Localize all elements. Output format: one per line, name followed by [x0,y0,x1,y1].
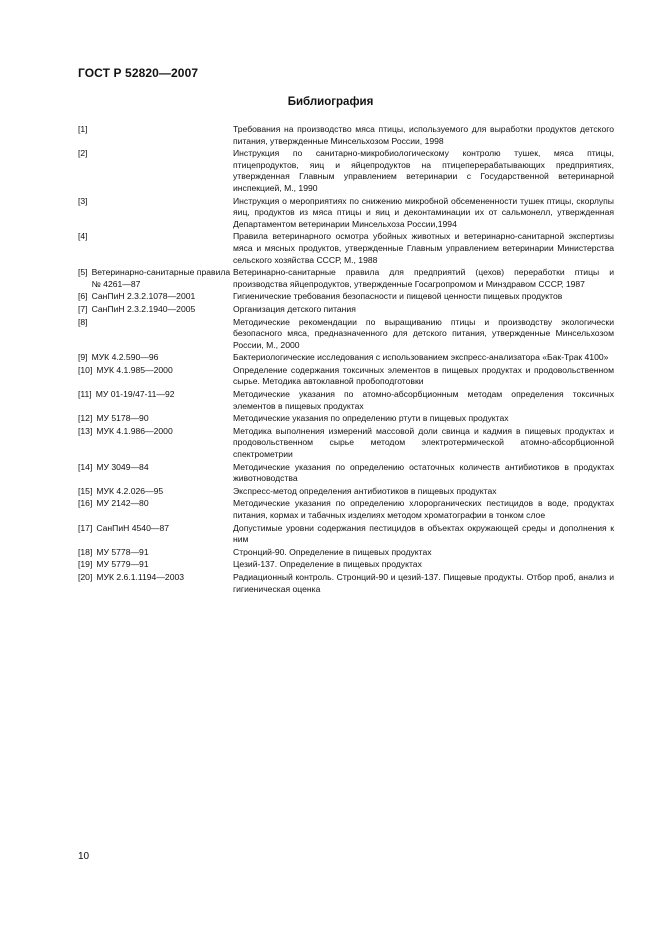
entry-number: [6] [78,291,88,302]
bibliography-entry [78,413,614,425]
bibliography-entry [78,317,614,352]
entry-code: МУ 5779—91 [96,559,149,570]
bibliography-entry [78,365,614,388]
entry-number: [11] [78,389,92,400]
bibliography-entry [78,148,614,194]
entry-number: [1] [78,124,88,134]
entry-code [88,124,92,136]
entry-number: [18] [78,546,93,557]
entry-title: Стронций-90. Определение в пищевых продуктах [233,546,432,557]
entry-title: Экспресс-метод определения антибиотиков в пищевых продуктах [233,485,497,496]
entry-code: МУК 4.1.986—2000 [96,425,173,436]
entry-number: [20] [78,571,93,582]
entry-reference [78,462,233,474]
entry-reference [78,267,233,290]
entry-reference [78,124,233,136]
bibliography-list [78,124,614,596]
entry-code: СанПиН 2.3.2.1078—2001 [91,291,196,302]
entry-number: [19] [78,559,93,570]
entry-code [88,317,92,329]
entry-reference [78,291,233,303]
bibliography-entry [78,486,614,498]
entry-reference [78,196,233,208]
entry-number: [16] [78,498,93,509]
page-number: 10 [78,851,90,862]
entry-code: СанПиН 4540—87 [96,522,170,533]
entry-title: Методические рекомендации по выращиванию птицы и производству экологически безопасного мяса, предназначенного для детского питания, утвержденные Минсельхозом России, М., 2000 [233,316,614,350]
entry-number: [10] [78,364,93,375]
entry-reference [78,559,233,571]
entry-code: МУ 01-19/47-11—92 [95,389,175,400]
bibliography-entry [78,231,614,266]
entry-number: [2] [78,148,88,159]
entry-code: МУК 4.2.026—95 [96,485,164,496]
bibliography-entry [78,572,614,595]
entry-reference [78,486,233,498]
entry-reference [78,389,233,401]
entry-number: [13] [78,425,93,436]
entry-code: МУ 2142—80 [96,498,149,509]
entry-reference [78,148,233,160]
entry-code: МУК 2.6.1.1194—2003 [96,571,185,582]
entry-title: Бактериологические исследования с использованием экспресс-анализатора «Бак-Трак 4100» [233,352,609,363]
entry-code: МУ 5178—90 [96,413,149,424]
entry-reference [78,365,233,377]
entry-code: Ветеринарно-санитарные правила № 4261—87 [91,267,231,289]
entry-reference [78,352,233,364]
entry-code [88,148,92,160]
entry-number: [8] [78,316,88,327]
entry-code: МУ 5778—91 [96,546,149,557]
entry-number: [4] [78,231,88,242]
entry-reference [78,498,233,510]
section-title: Библиография [287,96,374,108]
entry-title: Радиационный контроль. Стронций-90 и цезий-137. Пищевые продукты. Отбор проб, анализ и гигиеническая оценка [233,571,614,594]
entry-code [88,231,92,243]
entry-title: Инструкция о мероприятиях по снижению микробной обсемененности тушек птицы, скорлупы яиц, продуктов из мяса птицы и яиц и деконтаминации их от сальмонелл, утвержденная Департаментом ветеринарии Минсельхоза России,1994 [233,195,614,229]
entry-reference [78,547,233,559]
entry-title: Ветеринарно-санитарные правила для предприятий (цехов) переработки птицы и производства яйцепродуктов, утвержденные Госагропромом и Минздравом СССР, 1987 [233,267,614,289]
entry-title: Допустимые уровни содержания пестицидов в объектах окружающей среды и дополнения к ним [233,522,614,545]
bibliography-entry [78,498,614,521]
entry-reference [78,231,233,243]
entry-number: [7] [78,303,88,314]
entry-title: Правила ветеринарного осмотра убойных животных и ветеринарно-санитарной экспертизы мяса и мясных продуктов, утвержденные Главным управлением ветеринарии Министерства сельского хозяйства СССР, М., 1988 [233,231,614,265]
bibliography-entry [78,523,614,546]
bibliography-entry [78,291,614,303]
bibliography-entry [78,389,614,412]
entry-title: Требования на производство мяса птицы, используемого для выработки продуктов детского питания, утвержденные Минсельхозом России, 1998 [233,124,614,146]
entry-code: МУК 4.1.985—2000 [96,364,173,375]
entry-code: МУК 4.2.590—96 [91,352,159,363]
entry-title: Методические указания по атомно-абсорбционным методам определения токсичных элементов в пищевых продуктах [233,389,614,411]
entry-number: [5] [78,267,88,278]
entry-code [88,196,92,208]
entry-reference [78,413,233,425]
bibliography-entry [78,196,614,231]
bibliography-entry [78,559,614,571]
entry-title: Цезий-137. Определение в пищевых продуктах [233,559,422,570]
entry-title: Методические указания по определению ртути в пищевых продуктах [233,413,509,424]
bibliography-entry [78,462,614,485]
entry-number: [12] [78,413,93,424]
entry-title: Гигиенические требования безопасности и пищевой ценности пищевых продуктов [233,291,563,302]
entry-number: [17] [78,522,93,533]
entry-title: Инструкция по санитарно-микробиологическому контролю тушек, мяса птицы, птицепродуктов, яиц и яйцепродуктов на птицеперерабатывающих предприятиях, утвержденная Главным управлением ветеринарии с Государственной ветеринарной инспекцией, М., 1990 [233,148,614,193]
entry-title: Методические указания по определению хлорорганических пестицидов в воде, продуктах питания, кормах и табачных изделиях методом хроматографии в тонком слое [233,498,614,520]
entry-title: Определение содержания токсичных элементов в пищевых продуктах и продовольственном сырье. Методика автоклавной пробоподготовки [233,364,614,387]
entry-number: [9] [78,352,88,363]
entry-title: Методика выполнения измерений массовой доли свинца и кадмия в пищевых продуктах и продовольственном сырье методом электротермической атомно-абсорбционной спектрометрии [233,425,614,460]
bibliography-entry [78,304,614,316]
entry-reference [78,572,233,584]
entry-reference [78,317,233,329]
entry-reference [78,304,233,316]
entry-reference [78,523,233,535]
entry-number: [3] [78,195,88,206]
entry-title: Методические указания по определению остаточных количеств антибиотиков в продуктах животноводства [233,461,614,484]
entry-number: [14] [78,461,93,472]
entry-code: СанПиН 2.3.2.1940—2005 [91,303,196,314]
bibliography-entry [78,547,614,559]
entry-code: МУ 3049—84 [96,461,149,472]
bibliography-entry [78,352,614,364]
bibliography-entry [78,124,614,147]
bibliography-entry [78,267,614,290]
entry-title: Организация детского питания [233,303,356,314]
document-header-standard: ГОСТ Р 52820—2007 [78,66,199,80]
bibliography-entry [78,426,614,461]
entry-number: [15] [78,485,93,496]
entry-reference [78,426,233,438]
